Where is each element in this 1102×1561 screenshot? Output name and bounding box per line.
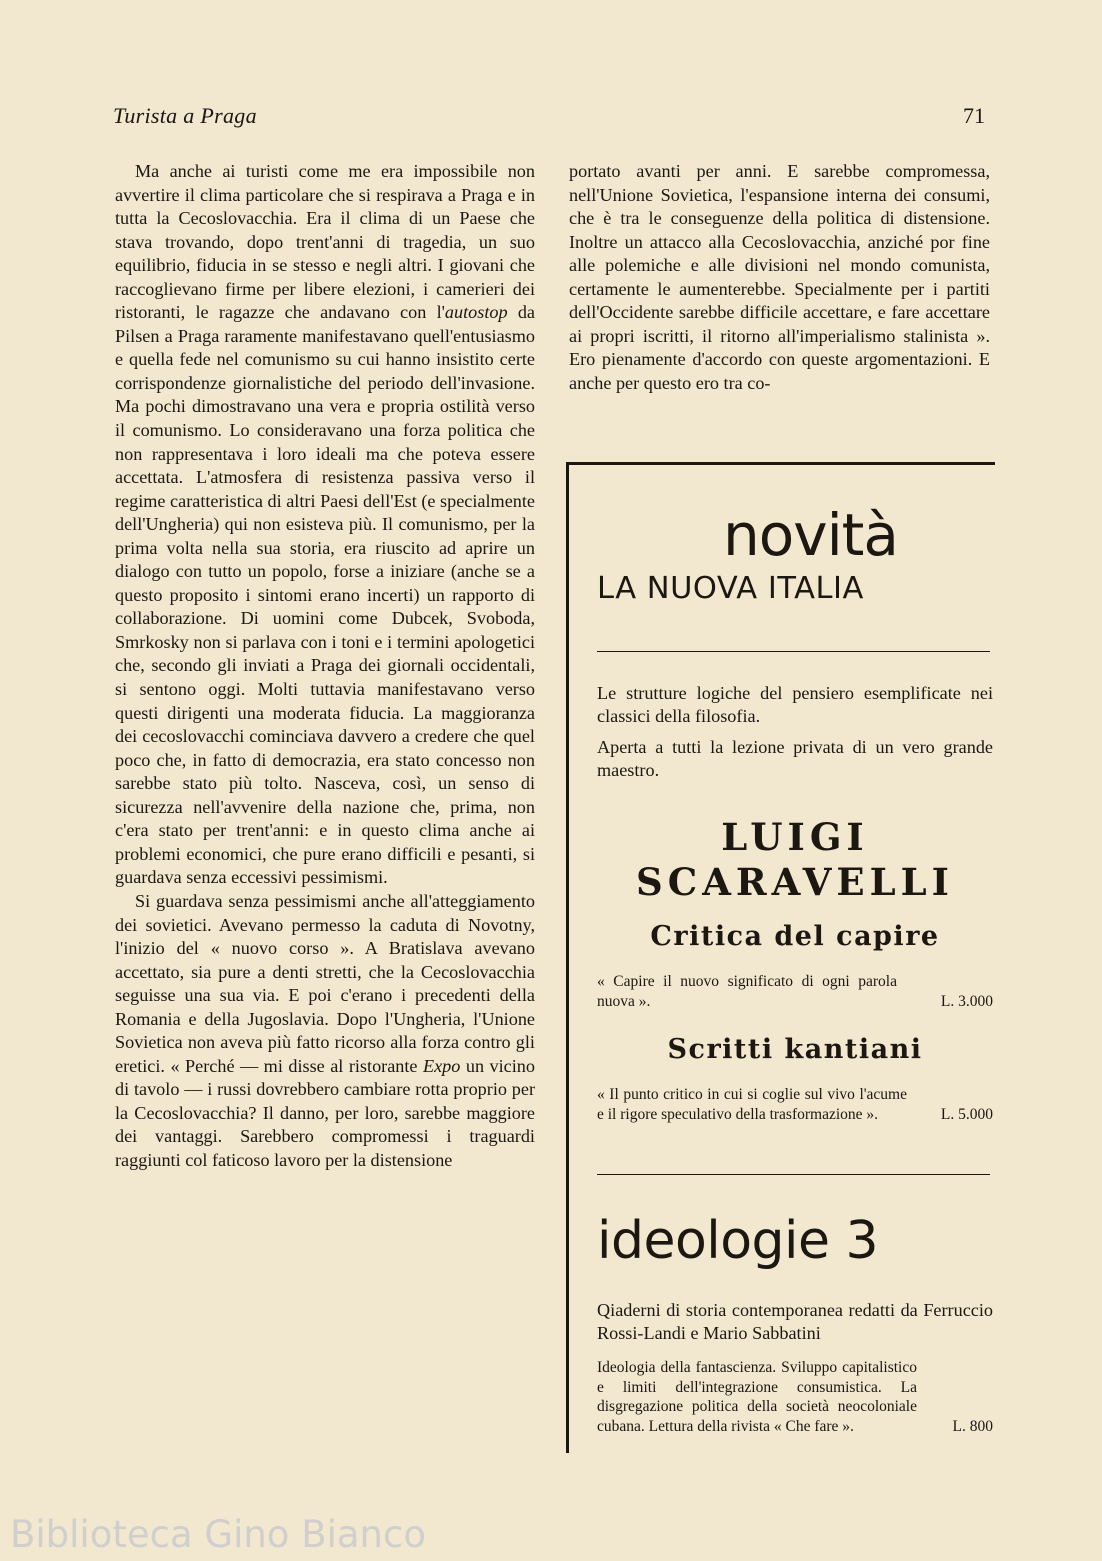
running-head-title: Turista a Praga xyxy=(113,103,257,128)
ad-publisher: LA NUOVA ITALIA xyxy=(597,571,864,606)
book-title-1: Critica del capire xyxy=(650,921,940,952)
author-first-name: LUIGI xyxy=(721,815,869,859)
article-paragraph-1 xyxy=(115,160,535,890)
book-price-2: L. 5.000 xyxy=(940,1105,993,1123)
divider xyxy=(597,651,990,652)
book-blurb-1 xyxy=(597,972,993,1011)
article-left-column xyxy=(115,160,535,1173)
series-contents xyxy=(597,1358,993,1436)
series-contents-text: Ideologia della fantascienza. Sviluppo capitalistico e limiti dell'integrazione consumistica. La disgregazione politica della società neocoloniale cubana. Lettura della rivista « Che fare ». xyxy=(597,1359,917,1435)
article-paragraph-2 xyxy=(115,890,535,1173)
book-blurb-2-text: « Il punto critico in cui si coglie sul vivo l'acume e il rigore speculativo della trasformazione ». xyxy=(597,1086,907,1123)
divider xyxy=(597,1174,990,1175)
library-watermark: Biblioteca Gino Bianco xyxy=(10,1513,426,1556)
text-run: Si guardava senza pessimismi anche all'atteggiamento dei sovietici. Avevano permesso la caduta di Novotny, l'inizio del « nuovo corso ». A Bratislava avevano accettato, sia pure a denti stretti, che la Cecoslovacchia seguisse una sua via. E poi c'erano i precedenti della Romania e della Jugoslavia. Dopo l'Ungheria, l'Unione Sovietica non aveva più fatto ricorso alla forza contro gli eretici. « Perché — mi disse al ristorante xyxy=(115,890,535,1076)
italic-term: Expo xyxy=(423,1055,461,1076)
book-title-2: Scritti kantiani xyxy=(667,1034,923,1065)
series-price: L. 800 xyxy=(952,1417,993,1435)
ad-intro-text-2: Aperta a tutti la lezione privata di un vero grande maestro. xyxy=(597,737,993,780)
article-paragraph-3: portato avanti per anni. E sarebbe compromessa, nell'Unione Sovietica, l'espansione interna dei consumi, che è tra le conseguenze della politica di distensione. Inoltre un attacco alla Cecoslovacchia, anziché por fine alle polemiche e alle divisioni nel mondo comunista, certamente le aumenterebbe. Specialmente per i partiti dell'Occidente sarebbe difficile accettare, e fare accettare ai propri iscritti, il ritorno all'imperialismo stalinista ». Ero pienamente d'accordo con queste argomentazioni. E anche per questo ero tra co- xyxy=(569,161,990,393)
page-number: 71 xyxy=(963,103,985,128)
ad-intro xyxy=(597,682,993,782)
book-blurb-2 xyxy=(597,1085,993,1124)
article-right-column xyxy=(569,160,990,395)
author-last-name: SCARAVELLI xyxy=(636,860,954,904)
ad-headline: novità xyxy=(723,501,898,569)
series-title: ideologie 3 xyxy=(597,1211,879,1271)
book-price-1: L. 3.000 xyxy=(940,992,993,1010)
series-subtitle: Qiaderni di storia contemporanea redatti da Ferruccio Rossi-Landi e Mario Sabbatini xyxy=(597,1300,993,1343)
ad-intro-text: Le strutture logiche del pensiero esemplificate nei classici della filosofia. xyxy=(597,683,993,726)
text-run: da Pilsen a Praga raramente manifestavano quell'entusiasmo e quella fede nel comunismo su cui hanno insistito certe corrispondenze giornalistiche del periodo dell'invasione. Ma pochi dimostravano una vera e propria ostilità verso il comunismo. Lo consideravano una forza politica che non rappresentava i loro ideali ma che poteva essere accettata. L'atmosfera di resistenza passiva verso il regime caratteristica di altri Paesi dell'Est (e specialmente dell'Ungheria) qui non esisteva più. Il comunismo, per la prima volta nella sua storia, era riuscito ad aprire un dialogo con tutto un popolo, forse a iniziare (anche se a questo proposito i sintomi erano incerti) un rapporto di collaborazione. Di uomini come Dubcek, Svoboda, Smrkosky non si parlava con i toni e i termini apologetici che, secondo gli inviati a Praga dei giornali occidentali, si sentono oggi. Molti tuttavia manifestavano verso questi dirigenti una moderata fiducia. La maggioranza dei cecoslovacchi cominciava davvero a credere che quel poco che, in fatto di democrazia, era stato concesso non sarebbe stato più tolto. Nasceva, così, un senso di sicurezza nell'avvenire della nazione che, prima, non c'era stato per trent'anni: e in questo clima anche ai problemi economici, che pure erano difficili e pesanti, si guardava senza eccessivi pessimismi. xyxy=(115,302,535,888)
text-run: un vicino di tavolo — i russi dovrebbero cambiare rotta proprio per la Cecoslovacchia? Il danno, per loro, sarebbe maggiore dei vantaggi. Sarebbero compromessi i traguardi raggiunti col faticoso lavoro per la distensione xyxy=(115,1055,535,1170)
text-run: Ma anche ai turisti come me era impossibile non avvertire il clima particolare che si respirava a Praga e in tutta la Cecoslovacchia. Era il clima di un Paese che stava trovando, dopo trent'anni di tragedia, un suo equilibrio, fiducia in se stesso e negli altri. I giovani che raccoglievano firme per libere elezioni, i camerieri dei ristoranti, le ragazze che andavano con l' xyxy=(115,161,535,323)
publisher-advertisement xyxy=(566,462,995,1453)
book-blurb-1-text: « Capire il nuovo significato di ogni parola nuova ». xyxy=(597,973,897,1010)
italic-term: autostop xyxy=(444,302,508,323)
